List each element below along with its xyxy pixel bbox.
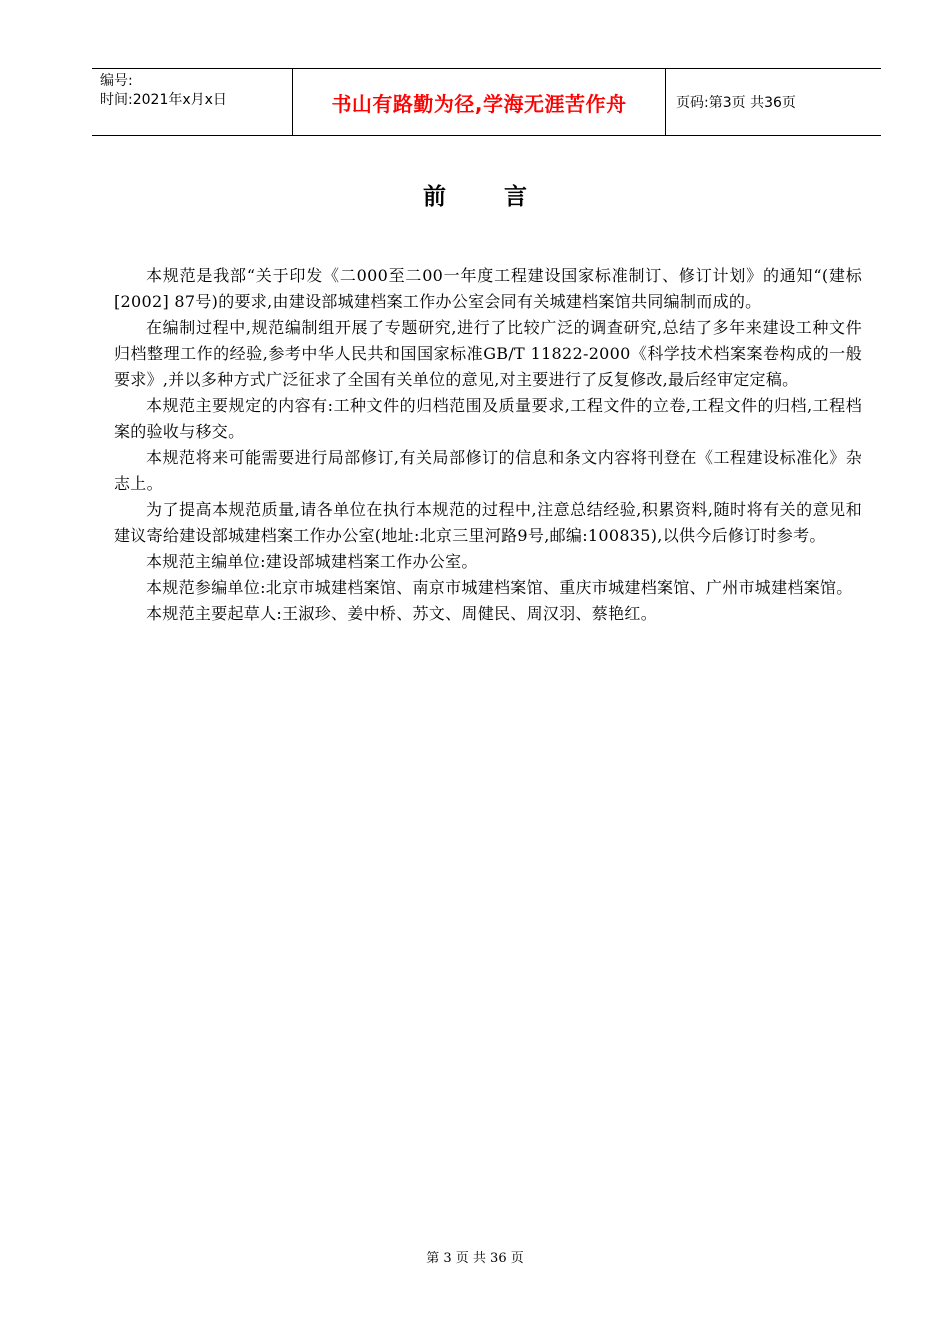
paragraph: 本规范主要起草人:王淑珍、姜中桥、苏文、周健民、周汉羽、蔡艳红。 <box>146 604 657 623</box>
document-body <box>114 263 862 627</box>
paragraph: 本规范将来可能需要进行局部修订,有关局部修订的信息和条文内容将刊登在《工程建设标准化》杂志上。 <box>114 448 862 493</box>
header-time-label: 时间:2021年x月x日 <box>100 92 227 108</box>
header-motto: 书山有路勤为径,学海无涯苦作舟 <box>293 69 666 135</box>
paragraph: 本规范主编单位:建设部城建档案工作办公室。 <box>146 552 478 571</box>
header-number-label: 编号: <box>100 73 133 89</box>
paragraph: 为了提高本规范质量,请各单位在执行本规范的过程中,注意总结经验,积累资料,随时将有关的意见和建议寄给建设部城建档案工作办公室(地址:北京三里河路9号,邮编:100835),以供今后修订时参考。 <box>114 500 862 545</box>
page-title: 前言 <box>423 184 585 210</box>
header-meta-cell <box>92 69 293 135</box>
paragraph: 本规范参编单位:北京市城建档案馆、南京市城建档案馆、重庆市城建档案馆、广州市城建档案馆。 <box>146 578 853 597</box>
page-header <box>92 68 881 136</box>
header-page-info: 页码:第3页 共36页 <box>676 95 796 111</box>
page-footer: 第 3 页 共 36 页 <box>426 1251 524 1266</box>
paragraph: 本规范主要规定的内容有:工种文件的归档范围及质量要求,工程文件的立卷,工程文件的归档,工程档案的验收与移交。 <box>114 396 862 441</box>
paragraph: 本规范是我部“关于印发《二000至二00一年度工程建设国家标准制订、修订计划》的通知“(建标[2002] 87号)的要求,由建设部城建档案工作办公室会同有关城建档案馆共同编制而成的。 <box>114 266 862 311</box>
paragraph: 在编制过程中,规范编制组开展了专题研究,进行了比较广泛的调查研究,总结了多年来建设工种文件归档整理工作的经验,参考中华人民共和国国家标准GB/T 11822-2000《科学技术档案案卷构成的一般要求》,并以多种方式广泛征求了全国有关单位的意见,对主要进行了反复修改,最后经审定定稿。 <box>114 318 862 389</box>
